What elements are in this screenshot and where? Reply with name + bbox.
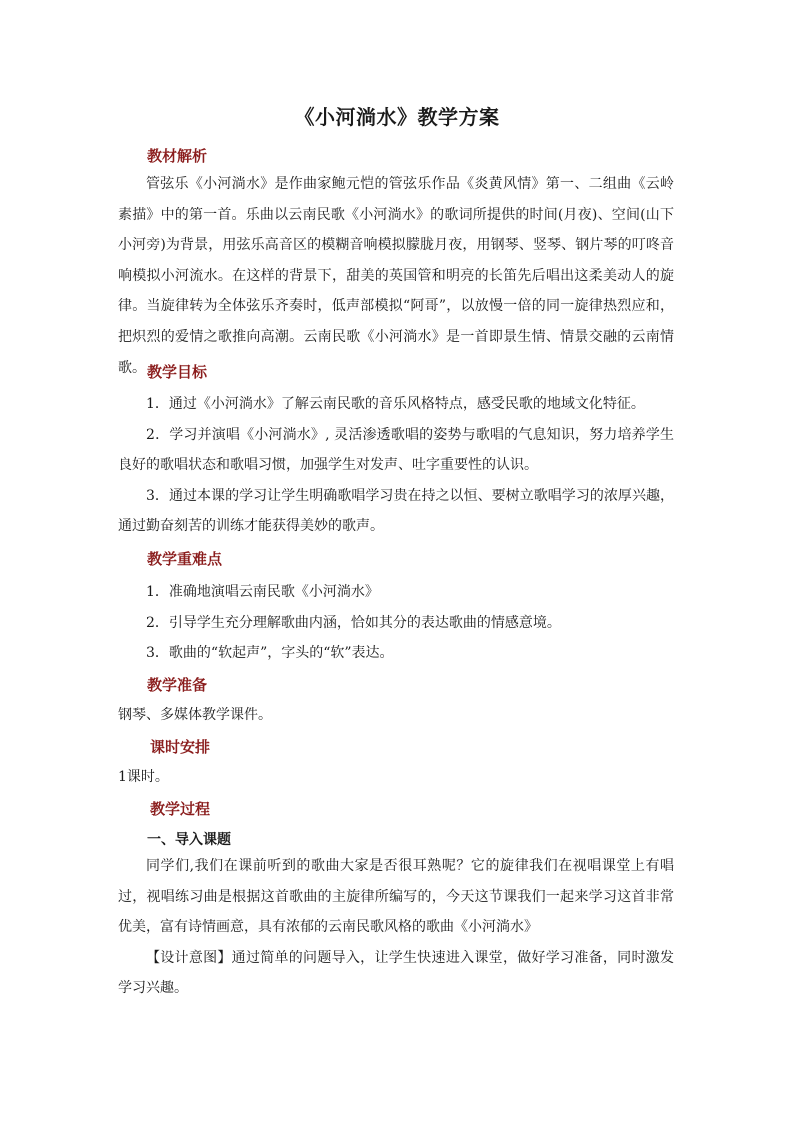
page-title: 《小河淌水》教学方案 <box>294 105 500 129</box>
process-paragraph-2: 【设计意图】通过简单的问题导入，让学生快速进入课堂，做好学习准备，同时激发学习兴趣。 <box>118 949 674 997</box>
section-heading-goals: 教学目标 <box>147 363 208 381</box>
key-points-list <box>118 577 674 669</box>
section-heading-preparation: 教学准备 <box>147 676 208 694</box>
schedule-text: 1课时。 <box>118 769 169 785</box>
key-point-item-2: 2．引导学生充分理解歌曲内涵，恰如其分的表达歌曲的情感意境。 <box>146 614 561 631</box>
key-point-item-3: 3．歌曲的“软起声”，字头的“软”表达。 <box>146 645 394 662</box>
goal-item-1: 1．通过《小河淌水》了解云南民歌的音乐风格特点，感受民歌的地域文化特征。 <box>146 396 645 412</box>
goal-item-2: 2．学习并演唱《小河淌水》, 灵活渗透歌唱的姿势与歌唱的气息知识，努力培养学生良好的歌唱状态和歌唱习惯，加强学生对发声、吐字重要性的认识。 <box>118 426 674 474</box>
key-point-item-1: 1．准确地演唱云南民歌《小河淌水》 <box>146 584 379 600</box>
goal-item-3: 3．通过本课的学习让学生明确歌唱学习贵在持之以恒、要树立歌唱学习的浓厚兴趣，通过勤奋刻苦的训练才能获得美妙的歌声。 <box>118 487 674 535</box>
analysis-paragraph: 管弦乐《小河淌水》是作曲家鲍元恺的管弦乐作品《炎黄风情》第一、二组曲《云岭素描》中的第一首。乐曲以云南民歌《小河淌水》的歌词所提供的时间(月夜)、空间(山下小河旁)为背景，用弦乐高音区的模糊音响模拟朦胧月夜，用钢琴、竖琴、钢片琴的叮咚音响模拟小河流水。在这样的背景下，甜美的英国管和明亮的长笛先后唱出这柔美动人的旋律。当旋律转为全体弦乐齐奏时，低声部模拟“阿哥”，以放慢一倍的同一旋律热烈应和，把炽烈的爱情之歌推向高潮。云南民歌《小河淌水》是一首即景生情、情景交融的云南情歌。 <box>118 176 674 376</box>
preparation-text: 钢琴、多媒体教学课件。 <box>118 707 272 723</box>
section-heading-process: 教学过程 <box>150 800 211 818</box>
process-subheading: 一、导入课题 <box>147 832 231 848</box>
section-heading-analysis: 教材解析 <box>147 147 208 165</box>
process-paragraph-1: 同学们,我们在课前听到的歌曲大家是否很耳熟呢？它的旋律我们在视唱课堂上有唱过，视唱练习曲是根据这首歌曲的主旋律所编写的，今天这节课我们一起来学习这首非常优美，富有诗情画意，具有浓郁的云南民歌风格的歌曲《小河淌水》 <box>118 858 674 936</box>
section-heading-schedule: 课时安排 <box>150 738 211 756</box>
goals-list <box>118 389 674 542</box>
section-heading-key-points: 教学重难点 <box>147 550 223 568</box>
process-paragraph-block <box>118 851 674 1004</box>
analysis-paragraph-block <box>118 169 674 383</box>
